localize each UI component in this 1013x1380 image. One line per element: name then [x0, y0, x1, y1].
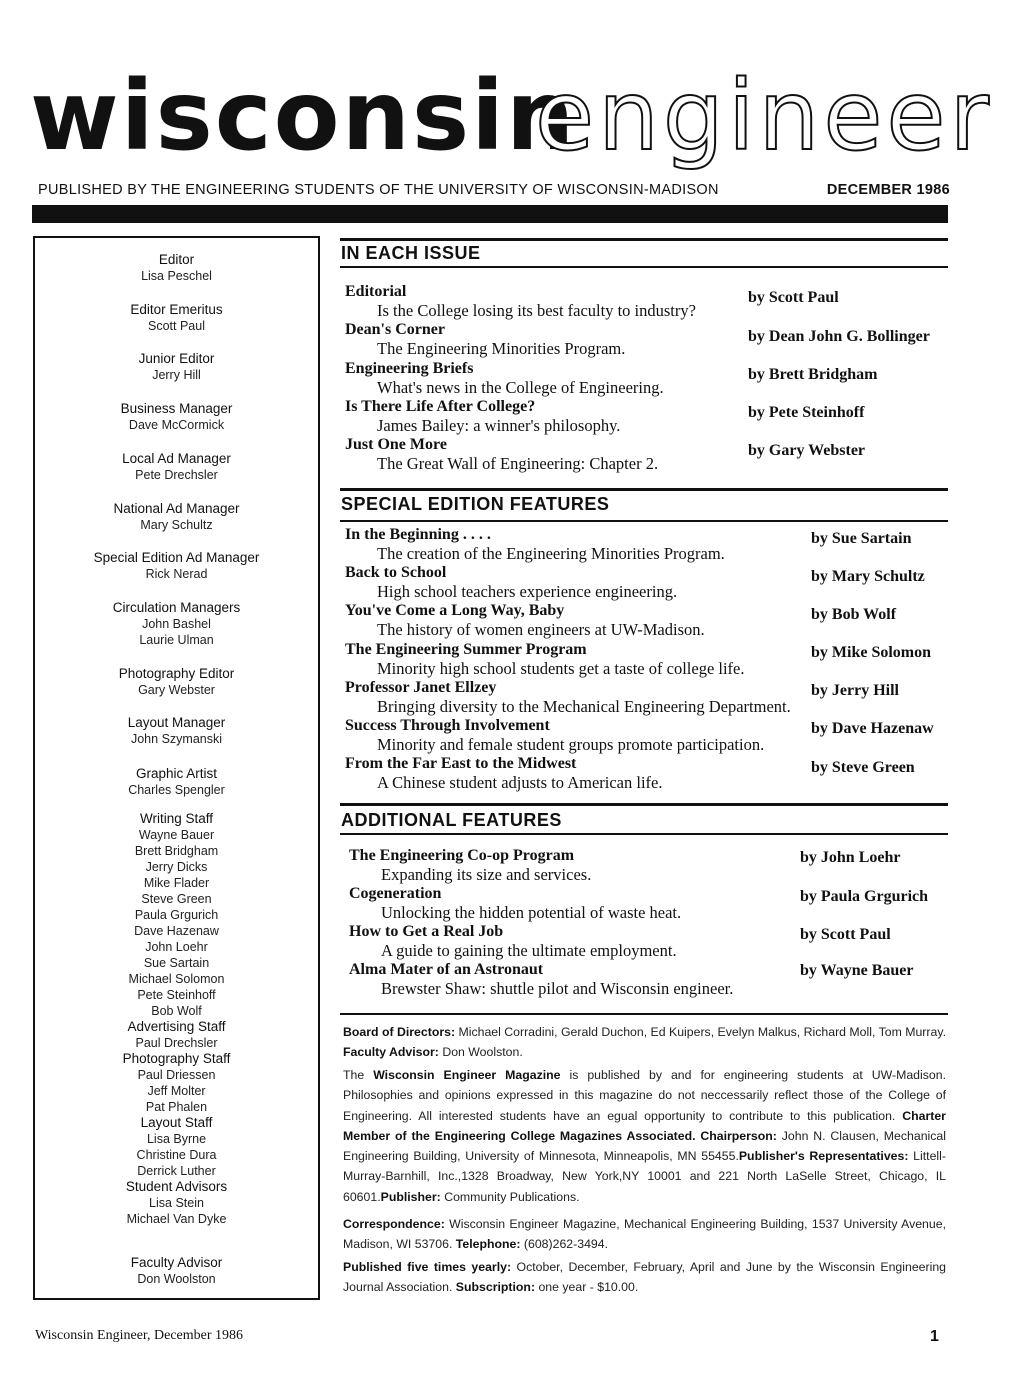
entry-title: Success Through Involvement [345, 717, 550, 734]
staff-group [35, 351, 318, 383]
staff-role: Graphic Artist [135, 766, 218, 781]
staff-name: Rick Nerad [145, 567, 208, 581]
staff-name: John Bashel [142, 617, 211, 631]
staff-role: Editor [158, 252, 195, 267]
staff-group [35, 600, 318, 648]
staff-box [33, 236, 320, 1300]
staff-group [35, 302, 318, 334]
magazine-text: is published by and for engineering students at UW-Madison. Philosophies and opinions expressed in this magazine do not neccessarily reflect those of the College of Engineering. All interested students have an egual opportunity to contribute to this publication. [343, 1068, 946, 1123]
section-rule [340, 238, 948, 241]
toc-entry[interactable] [349, 961, 733, 998]
section-title-special-edition: SPECIAL EDITION FEATURES [341, 494, 610, 514]
entry-description: Expanding its size and services. [381, 865, 592, 884]
staff-role: Business Manager [120, 401, 233, 416]
staff-name: Brett Bridgham [134, 844, 219, 858]
toc-entry[interactable] [345, 717, 764, 754]
section-rule [340, 803, 948, 806]
entry-description: High school teachers experience engineering. [377, 582, 678, 601]
entry-description: Minority and female student groups promote participation. [377, 735, 765, 754]
staff-role: National Ad Manager [113, 501, 240, 516]
publication-line [38, 182, 950, 204]
toc-entry[interactable] [349, 885, 681, 922]
staff-group [35, 501, 318, 533]
staff-name: Don Woolston [137, 1272, 216, 1286]
staff-name: Mike Flader [143, 876, 210, 890]
staff-role: Photography Staff [122, 1051, 231, 1066]
entry-description: A Chinese student adjusts to American life. [377, 773, 663, 792]
staff-role: Local Ad Manager [122, 451, 231, 466]
entry-author: by John Loehr [800, 849, 901, 866]
entry-title: The Engineering Co-op Program [349, 847, 575, 864]
entry-description: The history of women engineers at UW-Madison. [377, 620, 705, 639]
staff-name: Paul Driessen [137, 1068, 216, 1082]
toc-entry[interactable] [349, 847, 591, 884]
entry-title: How to Get a Real Job [349, 923, 504, 940]
faculty-advisor-text: Don Woolston. [442, 1045, 523, 1060]
entry-title: Alma Mater of an Astronaut [349, 961, 544, 978]
staff-role: Circulation Managers [112, 600, 241, 615]
masthead-bar [32, 205, 948, 223]
staff-name: Mary Schultz [140, 518, 213, 532]
entry-author: by Dean John G. Bollinger [748, 328, 930, 345]
entry-title: In the Beginning . . . . [345, 526, 491, 543]
staff-name: Scott Paul [148, 319, 205, 333]
publisher-statement: PUBLISHED BY THE ENGINEERING STUDENTS OF THE UNIVERSITY OF WISCONSIN-MADISON [38, 182, 719, 198]
entry-title: Professor Janet Ellzey [345, 679, 497, 696]
staff-name: Paul Drechsler [135, 1036, 218, 1050]
staff-role: Photography Editor [118, 666, 235, 681]
staff-name: Wayne Bauer [138, 828, 215, 842]
entry-author: by Scott Paul [748, 289, 839, 306]
magazine-pre: The [343, 1068, 365, 1082]
toc-entry[interactable] [345, 321, 625, 358]
staff-group [35, 811, 318, 1227]
subscription-label: Subscription: [455, 1280, 536, 1295]
entry-description: Unlocking the hidden potential of waste heat. [381, 903, 682, 922]
entry-description: What's news in the College of Engineering. [377, 378, 664, 397]
staff-name: John Szymanski [130, 732, 222, 746]
entry-title: Is There Life After College? [345, 398, 536, 415]
entry-description: Is the College losing its best faculty to industry? [377, 301, 696, 320]
published-text: October, December, February, April and June by the Wisconsin Engineering Journal Association. [343, 1260, 947, 1295]
staff-name: Lisa Byrne [146, 1132, 207, 1146]
entry-description: The Great Wall of Engineering: Chapter 2. [377, 454, 659, 473]
masthead [30, 60, 993, 172]
entry-description: A guide to gaining the ultimate employment. [381, 941, 677, 960]
toc-entry[interactable] [345, 283, 696, 320]
staff-name: Pat Phalen [145, 1100, 208, 1114]
section-rule [340, 1013, 948, 1015]
entry-description: Brewster Shaw: shuttle pilot and Wisconsin engineer. [381, 979, 734, 998]
magazine-paragraph [343, 1065, 946, 1207]
entry-author: by Jerry Hill [811, 682, 899, 699]
staff-name: Lisa Peschel [141, 269, 212, 283]
staff-group [35, 1255, 318, 1287]
page-number: 1 [930, 1328, 939, 1345]
section-title-additional: ADDITIONAL FEATURES [341, 810, 562, 830]
publication-paragraph [343, 1257, 946, 1298]
section-rule [340, 833, 948, 835]
correspondence-label: Correspondence: [343, 1217, 445, 1231]
entry-title: Back to School [345, 564, 447, 581]
magazine-name: Wisconsin Engineer Magazine [373, 1068, 561, 1082]
representatives-label: Publisher's Representatives: [738, 1149, 909, 1164]
staff-name: Dave Hazenaw [134, 924, 219, 938]
entry-author: by Mike Solomon [811, 644, 932, 661]
staff-role: Layout Manager [127, 715, 226, 730]
entry-description: The Engineering Minorities Program. [377, 339, 626, 358]
entry-title: Dean's Corner [345, 321, 445, 338]
section-title-each-issue: IN EACH ISSUE [341, 243, 481, 263]
entry-author: by Pete Steinhoff [748, 404, 865, 421]
toc-entry[interactable] [345, 564, 677, 601]
entry-title: Just One More [345, 436, 447, 453]
representatives-text: Littell-Murray-Barnhill, Inc.,1328 Broadway, New York,NY 10001 and 221 North LaSelle Street, Chicago, IL 60601. [343, 1149, 946, 1204]
entry-title: Cogeneration [349, 885, 442, 902]
staff-name: Sue Sartain [143, 956, 210, 970]
staff-name: Michael Van Dyke [126, 1212, 227, 1226]
staff-name: Dave McCormick [128, 418, 225, 432]
faculty-advisor-label: Faculty Advisor: [343, 1045, 439, 1060]
telephone-text: (608)262-3494. [523, 1237, 608, 1252]
toc-entry[interactable] [345, 398, 620, 435]
staff-group [35, 550, 318, 582]
staff-role: Faculty Advisor [130, 1255, 223, 1270]
section-rule [340, 266, 948, 268]
staff-name: John Loehr [145, 940, 208, 954]
entry-author: by Brett Bridgham [748, 366, 878, 383]
section-rule [340, 520, 948, 522]
staff-name: Derrick Luther [137, 1164, 216, 1178]
issue-date: DECEMBER 1986 [826, 182, 950, 198]
masthead-wisconsin: wisconsin [30, 60, 577, 172]
entry-description: The creation of the Engineering Minorities Program. [377, 544, 725, 563]
staff-name: Jerry Dicks [145, 860, 208, 874]
masthead-engineer: engineer [535, 60, 993, 172]
staff-role: Special Edition Ad Manager [93, 550, 260, 565]
staff-group [35, 715, 318, 747]
entry-description: Minority high school students get a taste of college life. [377, 659, 745, 678]
entry-title: Editorial [345, 283, 407, 300]
toc-entry[interactable] [345, 602, 705, 639]
section-rule [340, 488, 948, 491]
charter-label: Charter Member of the Engineering College Magazines Associated. Chairperson: [343, 1108, 946, 1143]
staff-name: Pete Steinhoff [137, 988, 216, 1002]
entry-description: Bringing diversity to the Mechanical Engineering Department. [377, 697, 791, 716]
entry-author: by Paula Grgurich [800, 888, 929, 905]
staff-role: Writing Staff [139, 811, 214, 826]
staff-name: Christine Dura [136, 1148, 217, 1162]
toc-entry[interactable] [345, 436, 658, 473]
toc-entry[interactable] [345, 679, 791, 716]
staff-name: Jerry Hill [152, 368, 201, 382]
staff-group [35, 766, 318, 798]
staff-name: Michael Solomon [128, 972, 225, 986]
staff-role: Editor Emeritus [130, 302, 223, 317]
entry-author: by Mary Schultz [811, 568, 925, 585]
entry-title: From the Far East to the Midwest [345, 755, 577, 772]
entry-author: by Scott Paul [800, 926, 891, 943]
toc-entry[interactable] [345, 360, 664, 397]
staff-name: Gary Webster [138, 683, 215, 697]
staff-group [35, 666, 318, 698]
staff-group [35, 252, 318, 284]
board-text: Michael Corradini, Gerald Duchon, Ed Kuipers, Evelyn Malkus, Richard Moll, Tom Murray. [458, 1025, 946, 1039]
staff-group [35, 451, 318, 483]
entry-author: by Dave Hazenaw [811, 720, 934, 737]
telephone-label: Telephone: [455, 1237, 521, 1252]
published-label: Published five times yearly: [343, 1260, 512, 1274]
staff-role: Student Advisors [125, 1179, 228, 1194]
publisher-text: Community Publications. [444, 1189, 580, 1204]
staff-role: Advertising Staff [127, 1019, 226, 1034]
toc-entry[interactable] [345, 526, 725, 563]
entry-author: by Wayne Bauer [800, 962, 914, 979]
charter-text: John N. Clausen, Mechanical Engineering Building, University of Minnesota, Minneapolis, MN 55455. [343, 1128, 947, 1164]
toc-entry[interactable] [345, 755, 663, 792]
staff-name: Charles Spengler [128, 783, 225, 797]
footer-issue: Wisconsin Engineer, December 1986 [35, 1328, 244, 1343]
staff-name: Paula Grgurich [134, 908, 219, 922]
staff-name: Bob Wolf [151, 1004, 202, 1018]
board-paragraph [343, 1022, 946, 1063]
staff-name: Jeff Molter [147, 1084, 206, 1098]
entry-author: by Bob Wolf [811, 606, 897, 623]
staff-name: Steve Green [141, 892, 212, 906]
staff-role: Layout Staff [140, 1115, 213, 1130]
board-label: Board of Directors: [343, 1025, 456, 1039]
subscription-text: one year - $10.00. [538, 1280, 639, 1295]
toc-entry[interactable] [349, 923, 677, 960]
entry-author: by Steve Green [811, 759, 915, 776]
entry-title: The Engineering Summer Program [345, 641, 587, 658]
staff-name: Laurie Ulman [139, 633, 214, 647]
staff-group [35, 401, 318, 433]
publisher-label: Publisher: [380, 1189, 441, 1204]
staff-name: Pete Drechsler [135, 468, 218, 482]
correspondence-text: Wisconsin Engineer Magazine, Mechanical Engineering Building, 1537 University Avenue, Madison, WI 53706. [343, 1217, 946, 1252]
entry-description: James Bailey: a winner's philosophy. [377, 416, 621, 435]
staff-role: Junior Editor [138, 351, 215, 366]
entry-title: Engineering Briefs [345, 360, 474, 377]
entry-title: You've Come a Long Way, Baby [345, 602, 565, 619]
correspondence-paragraph [343, 1214, 946, 1255]
toc-entry[interactable] [345, 641, 745, 678]
entry-author: by Sue Sartain [811, 530, 912, 547]
entry-author: by Gary Webster [748, 442, 866, 459]
staff-name: Lisa Stein [149, 1196, 204, 1210]
